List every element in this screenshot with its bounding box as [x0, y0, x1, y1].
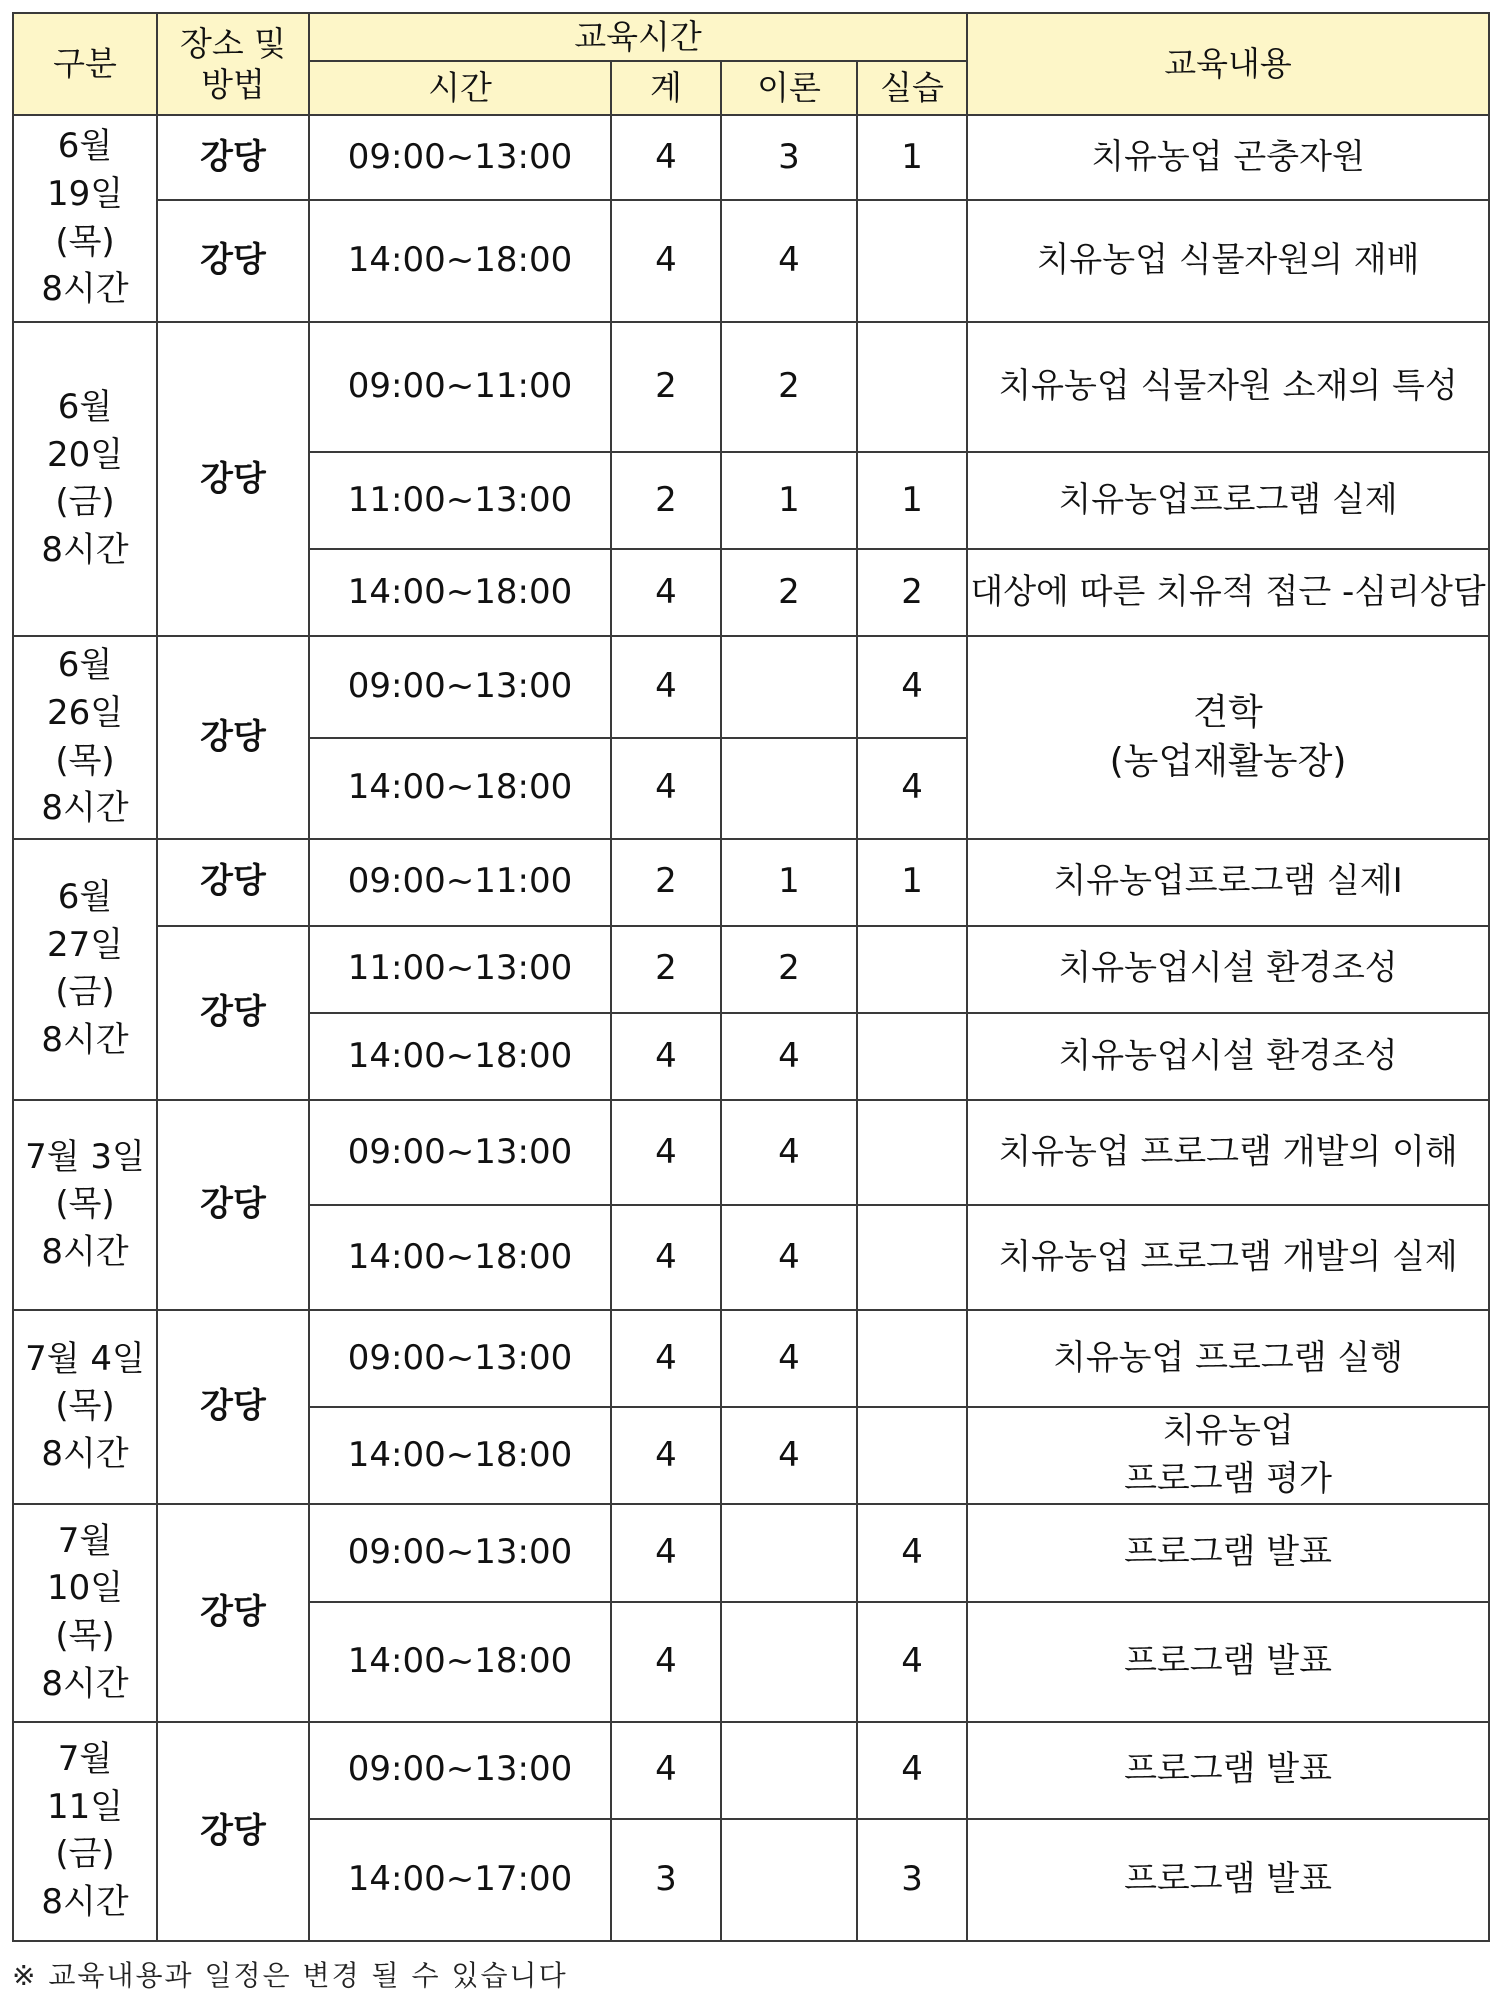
total-cell: 2 — [611, 926, 721, 1013]
total-cell: 4 — [611, 549, 721, 636]
header-place: 장소 및 방법 — [157, 13, 309, 115]
header-category: 구분 — [13, 13, 157, 115]
header-theory: 이론 — [721, 61, 857, 115]
content-cell: 치유농업시설 환경조성 — [967, 926, 1489, 1013]
theory-cell: 4 — [721, 1205, 857, 1310]
place-cell: 강당 — [157, 839, 309, 926]
date-cell: 7월 11일 (금) 8시간 — [13, 1722, 157, 1941]
time-cell: 09:00~13:00 — [309, 1100, 611, 1205]
content-cell: 견학 (농업재활농장) — [967, 636, 1489, 838]
content-cell: 치유농업프로그램 실제Ⅰ — [967, 839, 1489, 926]
theory-cell: 4 — [721, 1100, 857, 1205]
time-cell: 09:00~13:00 — [309, 115, 611, 200]
time-cell: 09:00~13:00 — [309, 1310, 611, 1407]
theory-cell: 2 — [721, 926, 857, 1013]
table-row — [13, 636, 1489, 737]
practice-cell: 1 — [857, 839, 967, 926]
content-cell: 치유농업 프로그램 개발의 이해 — [967, 1100, 1489, 1205]
content-cell: 치유농업시설 환경조성 — [967, 1013, 1489, 1100]
content-cell: 치유농업프로그램 실제 — [967, 452, 1489, 549]
content-cell: 대상에 따른 치유적 접근 -심리상담 — [967, 549, 1489, 636]
practice-cell: 4 — [857, 1504, 967, 1601]
content-cell: 프로그램 발표 — [967, 1819, 1489, 1941]
place-cell: 강당 — [157, 115, 309, 200]
table-row — [13, 200, 1489, 322]
place-cell: 강당 — [157, 1100, 309, 1310]
date-cell: 6월 27일 (금) 8시간 — [13, 839, 157, 1100]
theory-cell: 2 — [721, 549, 857, 636]
header-total: 계 — [611, 61, 721, 115]
theory-cell: 4 — [721, 200, 857, 322]
practice-cell: 4 — [857, 1722, 967, 1819]
content-cell: 치유농업 식물자원 소재의 특성 — [967, 322, 1489, 452]
total-cell: 2 — [611, 452, 721, 549]
time-cell: 14:00~18:00 — [309, 738, 611, 839]
table-row — [13, 839, 1489, 926]
practice-cell — [857, 1013, 967, 1100]
theory-cell — [721, 636, 857, 737]
time-cell: 09:00~11:00 — [309, 839, 611, 926]
table-row — [13, 1310, 1489, 1407]
time-cell: 14:00~18:00 — [309, 200, 611, 322]
time-cell: 14:00~18:00 — [309, 1602, 611, 1722]
time-cell: 11:00~13:00 — [309, 452, 611, 549]
time-cell: 11:00~13:00 — [309, 926, 611, 1013]
place-cell: 강당 — [157, 200, 309, 322]
total-cell: 4 — [611, 115, 721, 200]
practice-cell — [857, 1205, 967, 1310]
header-time: 시간 — [309, 61, 611, 115]
date-cell: 7월 3일 (목) 8시간 — [13, 1100, 157, 1310]
practice-cell: 1 — [857, 115, 967, 200]
theory-cell — [721, 1819, 857, 1941]
total-cell: 4 — [611, 1205, 721, 1310]
theory-cell — [721, 738, 857, 839]
time-cell: 09:00~13:00 — [309, 1722, 611, 1819]
practice-cell — [857, 1100, 967, 1205]
theory-cell: 1 — [721, 839, 857, 926]
date-cell: 7월 10일 (목) 8시간 — [13, 1504, 157, 1721]
total-cell: 4 — [611, 1602, 721, 1722]
theory-cell: 4 — [721, 1310, 857, 1407]
practice-cell: 1 — [857, 452, 967, 549]
time-cell: 09:00~13:00 — [309, 636, 611, 737]
practice-cell: 4 — [857, 1602, 967, 1722]
header-practice: 실습 — [857, 61, 967, 115]
time-cell: 14:00~18:00 — [309, 1013, 611, 1100]
content-cell: 치유농업 식물자원의 재배 — [967, 200, 1489, 322]
date-cell: 6월 19일 (목) 8시간 — [13, 115, 157, 322]
theory-cell: 2 — [721, 322, 857, 452]
time-cell: 09:00~11:00 — [309, 322, 611, 452]
date-cell: 6월 26일 (목) 8시간 — [13, 636, 157, 838]
practice-cell: 2 — [857, 549, 967, 636]
theory-cell: 3 — [721, 115, 857, 200]
place-cell: 강당 — [157, 1310, 309, 1504]
theory-cell — [721, 1504, 857, 1601]
total-cell: 4 — [611, 738, 721, 839]
total-cell: 4 — [611, 1722, 721, 1819]
practice-cell — [857, 322, 967, 452]
content-cell: 치유농업 프로그램 실행 — [967, 1310, 1489, 1407]
total-cell: 2 — [611, 322, 721, 452]
content-cell: 프로그램 발표 — [967, 1504, 1489, 1601]
header-content: 교육내용 — [967, 13, 1489, 115]
place-cell: 강당 — [157, 926, 309, 1100]
practice-cell — [857, 200, 967, 322]
practice-cell — [857, 1407, 967, 1504]
practice-cell: 3 — [857, 1819, 967, 1941]
table-row — [13, 115, 1489, 200]
total-cell: 4 — [611, 1100, 721, 1205]
theory-cell: 1 — [721, 452, 857, 549]
schedule-change-note: ※ 교육내용과 일정은 변경 될 수 있습니다 — [12, 1959, 568, 1992]
header-edu-time: 교육시간 — [309, 13, 967, 61]
total-cell: 4 — [611, 200, 721, 322]
time-cell: 09:00~13:00 — [309, 1504, 611, 1601]
time-cell: 14:00~18:00 — [309, 1407, 611, 1504]
total-cell: 4 — [611, 636, 721, 737]
table-row — [13, 322, 1489, 452]
time-cell: 14:00~18:00 — [309, 549, 611, 636]
total-cell: 2 — [611, 839, 721, 926]
theory-cell: 4 — [721, 1407, 857, 1504]
place-cell: 강당 — [157, 1722, 309, 1941]
content-cell: 치유농업 곤충자원 — [967, 115, 1489, 200]
content-cell: 프로그램 발표 — [967, 1722, 1489, 1819]
content-cell: 치유농업 프로그램 평가 — [967, 1407, 1489, 1504]
place-cell: 강당 — [157, 1504, 309, 1721]
theory-cell — [721, 1602, 857, 1722]
table-row — [13, 1504, 1489, 1601]
schedule-table — [12, 12, 1490, 1942]
total-cell: 4 — [611, 1407, 721, 1504]
place-cell: 강당 — [157, 636, 309, 838]
total-cell: 4 — [611, 1013, 721, 1100]
place-cell: 강당 — [157, 322, 309, 636]
table-row — [13, 1100, 1489, 1205]
content-cell: 프로그램 발표 — [967, 1602, 1489, 1722]
practice-cell — [857, 1310, 967, 1407]
practice-cell — [857, 926, 967, 1013]
date-cell: 6월 20일 (금) 8시간 — [13, 322, 157, 636]
theory-cell: 4 — [721, 1013, 857, 1100]
practice-cell: 4 — [857, 738, 967, 839]
table-row — [13, 1722, 1489, 1819]
date-cell: 7월 4일 (목) 8시간 — [13, 1310, 157, 1504]
practice-cell: 4 — [857, 636, 967, 737]
total-cell: 3 — [611, 1819, 721, 1941]
total-cell: 4 — [611, 1504, 721, 1601]
theory-cell — [721, 1722, 857, 1819]
time-cell: 14:00~18:00 — [309, 1205, 611, 1310]
content-cell: 치유농업 프로그램 개발의 실제 — [967, 1205, 1489, 1310]
total-cell: 4 — [611, 1310, 721, 1407]
table-row — [13, 926, 1489, 1013]
time-cell: 14:00~17:00 — [309, 1819, 611, 1941]
